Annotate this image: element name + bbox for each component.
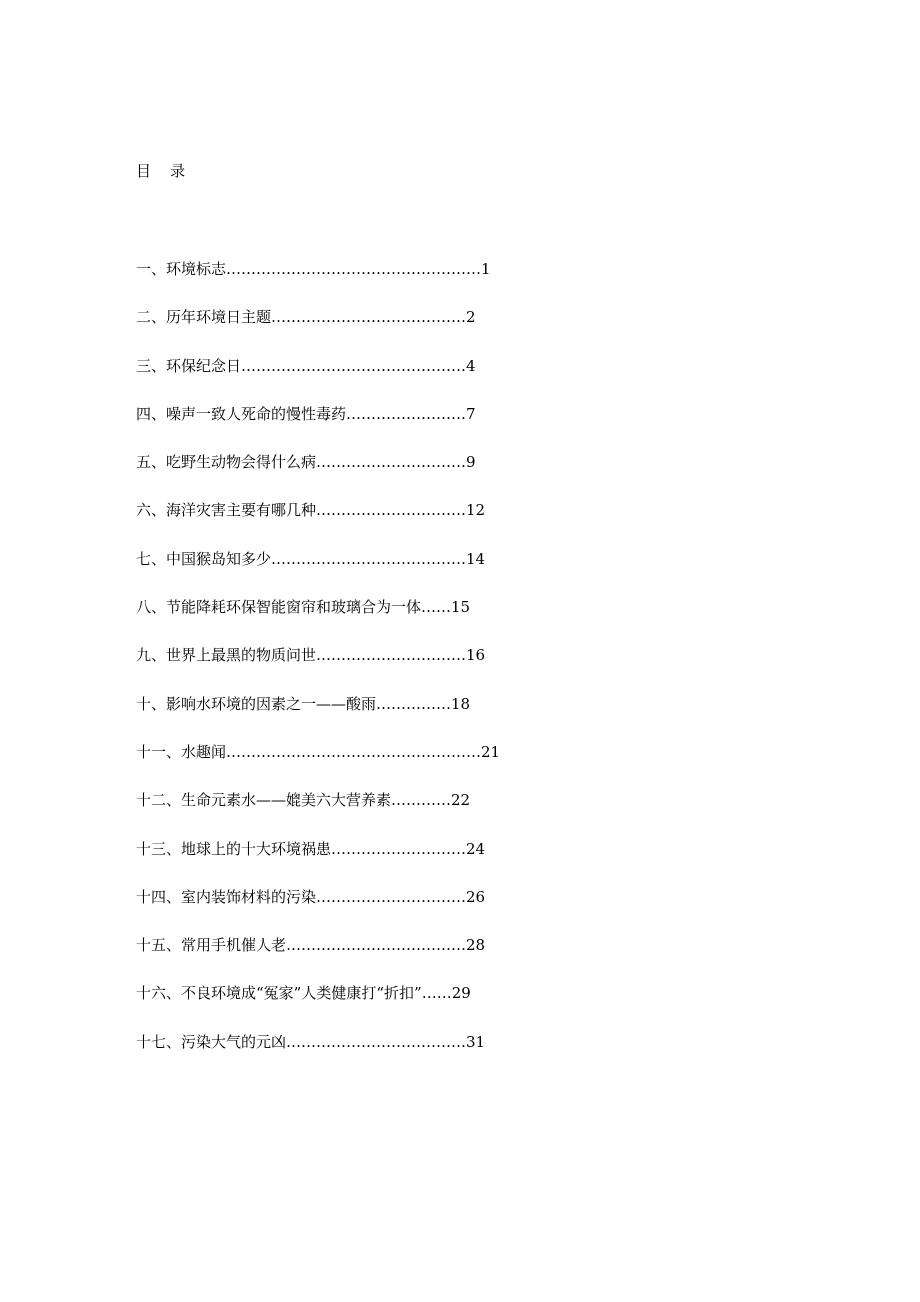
- toc-entry-text: 六、海洋灾害主要有哪几种: [136, 501, 317, 520]
- toc-entry-page: 18: [451, 694, 471, 713]
- toc-entry-leader: ……: [421, 984, 452, 1003]
- toc-entry[interactable]: [136, 644, 500, 692]
- toc-entry-leader: ……………………………………………: [226, 260, 482, 278]
- toc-entry[interactable]: [136, 693, 500, 741]
- toc-entry-leader: ……………………: [346, 404, 467, 423]
- toc-entry[interactable]: [136, 355, 500, 403]
- toc-entry[interactable]: [136, 258, 500, 306]
- toc-entry-leader: …………………………: [316, 453, 467, 472]
- toc-entry-text: 十三、地球上的十大环境祸患: [136, 839, 332, 858]
- toc-entry[interactable]: [136, 306, 500, 354]
- toc-entry[interactable]: [136, 838, 500, 886]
- toc-entry-leader: ……………………………………………: [226, 742, 482, 761]
- toc-entry-page: 12: [466, 501, 486, 520]
- toc-entry-page: 1: [481, 260, 491, 278]
- toc-entry-leader: …………………………: [316, 887, 467, 906]
- toc-entry-leader: …………………………………: [271, 549, 467, 568]
- toc-entry-text: 十七、污染大气的元凶: [136, 1032, 287, 1051]
- toc-entry-text: 十一、水趣闻: [136, 742, 227, 761]
- toc-entry[interactable]: [136, 982, 500, 1030]
- toc-entry[interactable]: [136, 789, 500, 837]
- toc-entry-leader: …………………………: [316, 646, 467, 665]
- toc-entry-leader: ……: [421, 598, 452, 617]
- toc-entry[interactable]: [136, 499, 500, 547]
- toc-entry-page: 28: [466, 936, 486, 955]
- toc-entry-text: 二、历年环境日主题: [136, 308, 272, 327]
- toc-entry[interactable]: [136, 548, 500, 596]
- toc-entry-page: 24: [466, 839, 486, 858]
- toc-entry-leader: ………………………………: [286, 936, 467, 955]
- toc-entry-page: 26: [466, 887, 486, 906]
- toc-entry-page: 4: [466, 356, 476, 375]
- toc-entry[interactable]: [136, 934, 500, 982]
- toc-entry[interactable]: [136, 741, 500, 789]
- toc-entry-page: 9: [466, 453, 476, 472]
- toc-entry-leader: …………………………………: [271, 308, 467, 327]
- toc-entry-leader: …………………………: [316, 501, 467, 520]
- toc-entry[interactable]: [136, 451, 500, 499]
- toc-entry[interactable]: [136, 1031, 500, 1079]
- toc-entry-leader: ……………: [376, 694, 452, 713]
- toc-list: [136, 258, 500, 1079]
- toc-entry-text: 四、噪声一致人死命的慢性毒药: [136, 404, 347, 423]
- toc-entry-text: 十四、室内装饰材料的污染: [136, 887, 317, 906]
- toc-entry[interactable]: [136, 403, 500, 451]
- toc-entry[interactable]: [136, 596, 500, 644]
- toc-entry-page: 21: [481, 742, 501, 761]
- toc-entry-leader: ………………………: [331, 839, 467, 858]
- toc-entry-leader: ………………………………: [286, 1032, 467, 1051]
- toc-entry[interactable]: [136, 886, 500, 934]
- toc-entry-text: 十、影响水环境的因素之一——酸雨: [136, 694, 377, 713]
- toc-entry-text: 十二、生命元素水——媲美六大营养素: [136, 791, 392, 810]
- toc-entry-text: 一、环境标志: [136, 260, 227, 278]
- toc-entry-text: 七、中国猴岛知多少: [136, 549, 272, 568]
- toc-entry-text: 三、环保纪念日: [136, 356, 242, 375]
- toc-entry-leader: …………: [391, 791, 452, 810]
- toc-entry-page: 29: [451, 984, 471, 1003]
- toc-entry-page: 2: [466, 308, 476, 327]
- toc-entry-page: 15: [451, 598, 471, 617]
- toc-entry-text: 十六、不良环境成“冤家”人类健康打“折扣”: [136, 984, 422, 1003]
- toc-entry-text: 九、世界上最黑的物质问世: [136, 646, 317, 665]
- toc-title: 目 录: [136, 162, 186, 180]
- toc-entry-page: 7: [466, 404, 476, 423]
- toc-entry-leader: ………………………………………: [241, 356, 467, 375]
- toc-entry-page: 14: [466, 549, 486, 568]
- toc-entry-page: 31: [466, 1032, 486, 1051]
- toc-entry-page: 22: [451, 791, 471, 810]
- toc-entry-text: 八、节能降耗环保智能窗帘和玻璃合为一体: [136, 598, 422, 617]
- toc-entry-page: 16: [466, 646, 486, 665]
- toc-entry-text: 五、吃野生动物会得什么病: [136, 453, 317, 472]
- toc-entry-text: 十五、常用手机催人老: [136, 936, 287, 955]
